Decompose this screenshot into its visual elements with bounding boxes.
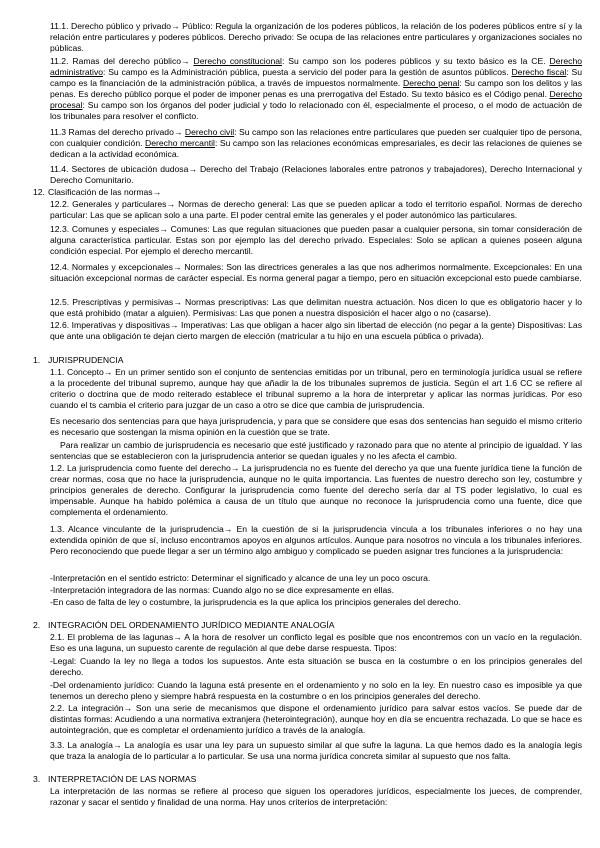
text: 11.3 Ramas del derecho privado→	[50, 127, 185, 137]
term-derecho-mercantil: Derecho mercantil	[145, 138, 215, 149]
term-derecho-fiscal: Derecho fiscal	[511, 67, 567, 78]
paragraph-11-1: 11.1. Derecho público y privado→ Público: Regula la organización de los poderes públicos, la relación de los poderes públicos entre sí y la relación entre particulares y poderes públicos. Derecho privado: Se ocupa de las relaciones entre particulares y organizaciones sociales no públicas.	[50, 21, 582, 54]
section-title-interpretacion: INTERPRETACIÓN DE LAS NORMAS	[48, 774, 197, 784]
section-title-integracion: INTEGRACIÓN DEL ORDENAMIENTO JURÍDICO MEDIANTE ANALOGÍA	[48, 620, 335, 630]
list-number-12: 12.	[33, 187, 45, 197]
paragraph-11-3	[50, 127, 582, 160]
list-item-function-1: -Interpretación en el sentido estricto: Determinar el significado y alcance de una ley un poco oscura.	[50, 573, 431, 583]
paragraph-12-2: 12.2. Generales y particulares→ Normas de derecho general: Las que se pueden aplicar a todo el territorio español. Normas de derecho particular: Las que se aplican solo a una parte. El poder central emite las generales y el poder autonómico las particulares.	[50, 199, 582, 221]
text: : Su campo son los órganos del poder judicial y todo lo relacionado con él, especialmente el proceso, o el modo de actuación de los tribunales para resolver el conflicto.	[50, 100, 582, 122]
paragraph-2-1-ordenamiento: -Del ordenamiento jurídico: Cuando la laguna está presente en el ordenamiento y no solo en la ley. En nuestro caso es imposible ya que tenemos un derecho pleno y siempre habrá respuesta en la costumbre o en los principios generales del derecho.	[50, 680, 582, 702]
heading-12: Clasificación de las normas→	[48, 187, 162, 197]
paragraph-2-1-legal: -Legal: Cuando la ley no llega a todos los supuestos. Ante esta situación se busca en la costumbre o en los principios generales del derecho.	[50, 656, 582, 678]
paragraph-1-1-b: Es necesario dos sentencias para que haya jurisprudencia, y para que se considere que esas dos sentencias han seguido el mismo criterio es necesario que sostengan la misma opinión en la cuestión que se trate.	[50, 416, 582, 438]
paragraph-12-3: 12.3. Comunes y especiales→ Comunes: Las que regulan situaciones que pueden pasar a cualquier persona, sin tomar consideración de alguna característica particular. Estas son por ejemplo las del derecho privado. Especiales: Solo se aplican a quienes poseen alguna condición especial. Por ejemplo el derecho mercantil.	[50, 224, 582, 257]
term-derecho-civil: Derecho civil	[184, 127, 235, 137]
section-number-1: 1.	[33, 355, 41, 365]
term-derecho-administrativo: Derecho administrativo	[50, 56, 582, 78]
paragraph-11-2	[50, 56, 582, 123]
paragraph-1-2: 1.2. La jurisprudencia como fuente del derecho→ La jurisprudencia no es fuente del derecho ya que una fuente jurídica tiene la función de crear normas, cosa que no hace la jurisprudencia, aunque no le quita importancia. Las fuentes de nuestro derecho son ley, costumbre y principios generales de derecho. Configurar la jurisprudencia como fuente del derecho sería dar al TS poder legislativo, lo cual es impensable. Aunque ha habido polémica a causa de un título que aunque no reconoce la jurisprudencia como una fuente, dice que complementa el ordenamiento.	[50, 463, 582, 518]
text: 11.2. Ramas del derecho público→	[50, 56, 194, 66]
paragraph-11-4: 11.4. Sectores de ubicación dudosa→ Derecho del Trabajo (Relaciones laborales entre patronos y trabajadores), Derecho Internacional y Derecho Comunitario.	[50, 164, 582, 186]
paragraph-1-1-c: Para realizar un cambio de jurisprudencia es necesario que esté justificado y razonado para que no atente al principio de igualdad. Y las sentencias que se establecieron con la jurisprudencia anterior se quedan iguales y no les afecta el cambio.	[50, 440, 582, 462]
paragraph-12-6: 12.6. Imperativas y dispositivas→ Imperativas: Las que obligan a hacer algo sin libertad de elección (no pegar a la gente) Dispositivas: Las que ante una obligación te dejan cierto margen de elección (matricular a tu hijo en una escuela pública o privada).	[50, 320, 582, 342]
paragraph-1-1: 1.1. Concepto→ En un primer sentido son el conjunto de sentencias emitidas por un tribunal, pero en terminología jurídica usual se refiere a la procedente del tribunal supremo, aunque hay que añadir la de los tribunales supremos de justicia. Según el art 1.6 CC se refiere al criterio o doctrina que de modo reiterado establece el tribunal supremo a la hora de interpretar y aplicar las normas jurídicas. Por eso cuando el ts cambia el criterio para juzgar de un caso a otro se dice que cambia de jurisprudencia.	[50, 367, 582, 411]
term-derecho-procesal: Derecho procesal	[50, 89, 582, 111]
term-derecho-penal: Derecho penal	[403, 78, 460, 89]
text: : Su campo son los delitos y las penas. Es derecho público porque el poder de imponer penas es una prerrogativa del Estado. Su texto básico es el Código penal.	[50, 78, 582, 100]
paragraph-12-5: 12.5. Prescriptivas y permisivas→ Normas prescriptivas: Las que delimitan nuestra actuación. Nos dicen lo que es obligatorio hacer y lo que está prohibido (matar a alguien). Permisivas: Las que ponen a nuestra disposición el hacer algo o no (casarse).	[50, 297, 582, 319]
text: : Su campo es la Administración pública, puesta a servicio del poder para la gestión de asuntos públicos.	[103, 67, 512, 78]
paragraph-12-4: 12.4. Normales y excepcionales→ Normales: Son las directrices generales a las que nos adherimos normalmente. Excepcionales: En una situación excepcional normas de carácter especial. Es norma general pagar a tiempo, pero en situación excepcional esto puede cambiarse.	[50, 262, 582, 284]
list-item-function-3: -En caso de falta de ley o costumbre, la jurisprudencia es la que aplica los principios generales del derecho.	[50, 597, 461, 607]
text: : Su campo son las relaciones económicas empresariales, es decir las relaciones de quienes se dedican a la actividad económica.	[50, 138, 582, 160]
text: : Su campo son las relaciones entre particulares que pueden ser cualquier tipo de persona, con cualquier condición.	[50, 127, 582, 149]
paragraph-2-1: 2.1. El problema de las lagunas→ A la hora de resolver un conflicto legal es posible que nos encontremos con un vacío en la regulación. Eso es una laguna, un supuesto carente de regulación al que debe darse respuesta. Tipos:	[50, 632, 582, 654]
term-derecho-constitucional: Derecho constitucional	[193, 56, 282, 66]
paragraph-2-2: 2.2. La integración→ Son una serie de mecanismos que dispone el ordenamiento jurídico para salvar estos vacíos. Se puede dar de distintas formas: Acudiendo a una normativa extranjera (heterointegración), aunque hoy en día se encuentra rechazada. Lo que se hace es autointegración, que es completar el ordenamiento jurídico a través de la analogía.	[50, 703, 582, 736]
list-item-function-2: -Interpretación integradora de las normas: Cuando algo no se dice expresamente en ellas.	[50, 585, 394, 595]
paragraph-1-3: 1.3. Alcance vinculante de la jurisprudencia→ En la cuestión de si la jurisprudencia vincula a los tribunales inferiores o no hay una extendida opinión de que sí, incluso encontramos apoyos en algunos artículos. Aunque para nosotros no vincula a los tribunales inferiores. Pero reconociendo que puede llegar a ser un término algo ambiguo y complicado se pueden asignar tres funciones a la jurisprudencia:	[50, 524, 582, 557]
section-number-3: 3.	[33, 774, 41, 784]
section-number-2: 2.	[33, 620, 41, 630]
text: : Su campo es la financiación de la administración pública, a través de impuestos normalmente.	[50, 67, 582, 89]
paragraph-3-3-analogia: 3.3. La analogía→ La analogía es usar una ley para un supuesto similar al que sufre la laguna. La que hemos dado es la analogía legis que traza la analogía de lo particular a lo particular. Se usa una norma jurídica concreta similar al supuesto que nos falta.	[50, 740, 582, 762]
text: : Su campo son los poderes públicos y su texto básico es la CE.	[281, 56, 550, 66]
paragraph-3-intro: La interpretación de las normas se refiere al proceso que siguen los operadores jurídicos, especialmente los jueces, de comprender, razonar y sacar el sentido y finalidad de una norma. Hay unos criterios de interpretación:	[50, 786, 582, 808]
section-title-jurisprudencia: JURISPRUDENCIA	[48, 355, 124, 365]
